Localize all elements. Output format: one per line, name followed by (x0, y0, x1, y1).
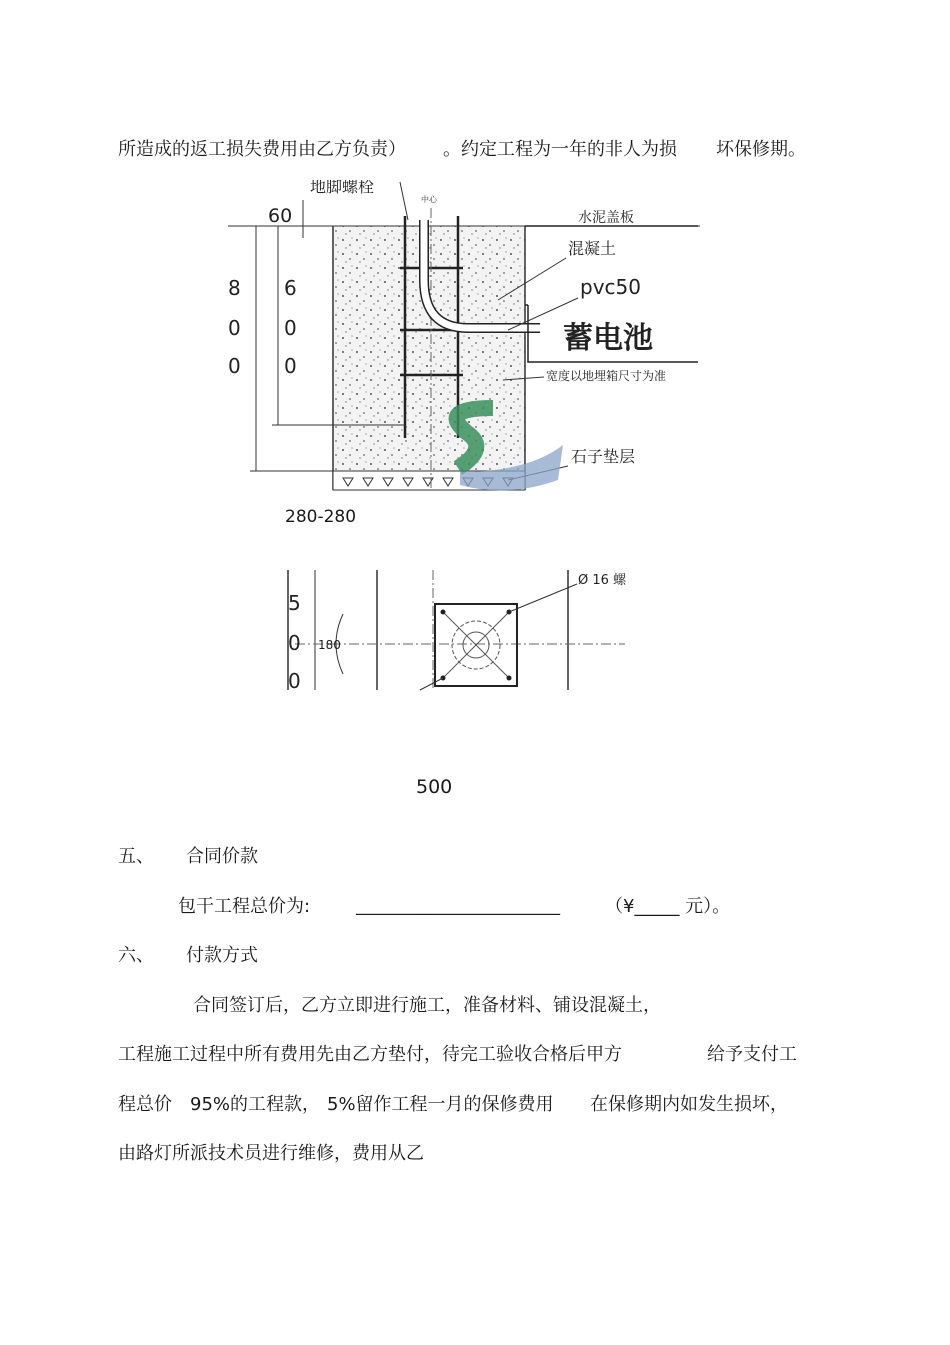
price-label: 包干工程总价为: (178, 896, 311, 917)
dim-600-d1: 6 (284, 276, 297, 300)
dim-800-d1: 8 (228, 276, 241, 300)
payment-paragraph-line-4: 由路灯所派技术员进行维修，费用从乙 (118, 1143, 424, 1164)
label-width-note: 宽度以地埋箱尺寸为准 (546, 369, 667, 383)
label-gravel: 石子垫层 (571, 447, 636, 466)
payment-paragraph-line-2b: 给予支付工 (707, 1044, 797, 1065)
section-5-title: 合同价款 (186, 846, 258, 867)
figure-caption-500: 500 (416, 776, 453, 798)
dim-600-d2: 0 (284, 316, 297, 340)
dim-800-d3: 0 (228, 354, 241, 378)
payment-paragraph-line-1: 合同签订后，乙方立即进行施工，准备材料、铺设混凝土， (193, 995, 661, 1016)
payment-paragraph-line-3c: 5%留作工程一月的保修费用 (327, 1094, 554, 1115)
payment-paragraph-line-3a: 程总价 (118, 1094, 172, 1115)
label-cement-cover: 水泥盖板 (578, 210, 634, 226)
label-pvc: pvc50 (580, 275, 641, 299)
section-6-title: 付款方式 (186, 945, 258, 966)
label-anchor-bolt: 地脚螺栓 (310, 180, 375, 196)
foundation-plan-drawing (285, 568, 640, 692)
dim-60: 60 (268, 205, 293, 227)
payment-paragraph-line-2a: 工程施工过程中所有费用先由乙方垫付，待完工验收合格后甲方 (118, 1044, 622, 1065)
payment-paragraph-line-3b: 95%的工程款， (190, 1094, 321, 1115)
foundation-section-drawing (228, 180, 700, 502)
section-5-number: 五、 (118, 846, 154, 867)
figure-caption-280: 280-280 (285, 507, 357, 527)
dim-500-d3: 0 (288, 669, 301, 692)
section-6-number: 六、 (118, 945, 154, 966)
payment-paragraph-line-3d: 在保修期内如发生损坏， (590, 1094, 788, 1115)
label-bolt-diameter: Ø 16 螺 (578, 573, 627, 588)
dim-500-d1: 5 (288, 591, 301, 615)
dim-180: 180 (318, 638, 341, 652)
price-yuan: （¥_____ 元）。 (605, 896, 731, 917)
label-center: 中心 (421, 195, 437, 204)
text-line-1c: 坏保修期。 (716, 139, 806, 160)
price-blank: ________________________ (356, 896, 560, 916)
label-battery: 蓄电池 (563, 321, 653, 356)
label-concrete: 混凝土 (568, 239, 617, 258)
text-line-1b: 。约定工程为一年的非人为损 (443, 139, 677, 160)
dim-600-d3: 0 (284, 354, 297, 378)
text-line-1a: 所造成的返工损失费用由乙方负责） (118, 139, 406, 160)
dim-800-d2: 0 (228, 316, 241, 340)
dim-500-d2: 0 (288, 631, 301, 655)
